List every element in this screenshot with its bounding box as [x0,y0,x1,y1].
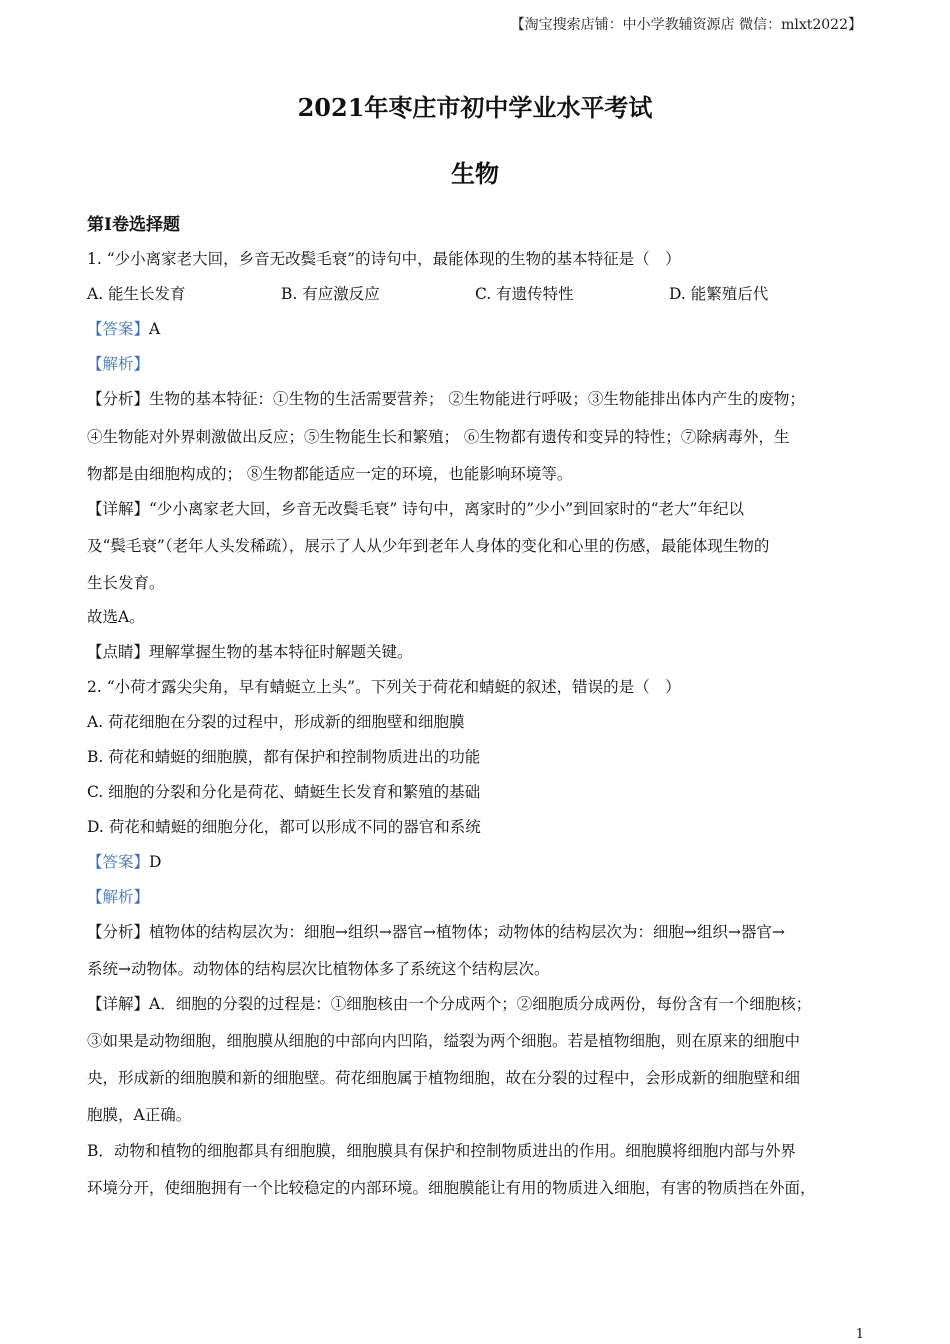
q2-body-line: B．动物和植物的细胞都具有细胞膜，细胞膜具有保护和控制物质进出的作用。细胞膜将细胞内部与外界 [87,1142,796,1160]
q2-body-line: 【分析】植物体的结构层次为：细胞→组织→器官→植物体；动物体的结构层次为：细胞→组织→器官→ [87,923,785,941]
q1-option-a: A. 能生长发育 [87,285,186,303]
q1-option-d: D. 能繁殖后代 [669,285,769,303]
q1-answer [87,317,160,339]
exam-title: 2021年枣庄市初中学业水平考试 [297,93,653,122]
q2-stem: 2. “小荷才露尖尖角，早有蜻蜓立上头”。下列关于荷花和蜻蜓的叙述，错误的是（ ） [87,678,681,696]
page-header: 【淘宝搜索店铺：中小学教辅资源店 微信：mlxt2022】 [510,17,862,33]
q1-fenxi-line: 物都是由细胞构成的； ⑧生物都能适应一定的环境，也能影响环境等。 [87,465,573,483]
q1-detail-line: 【详解】“少小离家老大回，乡音无改鬓毛衰” 诗句中，离家时的”少小”到回家时的“老大”年纪以 [87,500,744,518]
q1-detail-line: 生长发育。 [87,574,165,592]
answer-tag: 【答案】 [87,320,150,338]
q2-body-line: 【详解】A．细胞的分裂的过程是：①细胞核由一个分成两个；②细胞质分成两份，每份含有一个细胞核； [87,995,812,1013]
q2-option-b: B. 荷花和蜻蜓的细胞膜，都有保护和控制物质进出的功能 [87,748,481,766]
q2-body-line: 央，形成新的细胞膜和新的细胞壁。荷花细胞属于植物细胞，故在分裂的过程中，会形成新的细胞壁和细 [87,1069,801,1087]
q1-analysis-tag: 【解析】 [87,355,150,373]
answer-tag: 【答案】 [87,853,150,871]
q1-option-b: B. 有应激反应 [281,285,380,303]
q1-note: 【点睛】理解掌握生物的基本特征时解题关键。 [87,643,413,661]
q2-option-a: A. 荷花细胞在分裂的过程中，形成新的细胞壁和细胞膜 [87,713,465,731]
q1-detail-line: 及“鬓毛衰”（老年人头发稀疏），展示了人从少年到老年人身体的变化和心里的伤感，最能体现生物的 [87,537,770,555]
q1-stem: 1. “少小离家老大回，乡音无改鬓毛衰”的诗句中，最能体现的生物的基本特征是（ ） [87,250,681,268]
answer-value: A [149,320,161,338]
subject-title: 生物 [451,159,499,188]
q2-body-line: 胞膜，A正确。 [87,1106,192,1124]
q2-analysis-tag: 【解析】 [87,888,150,906]
q1-fenxi-line: ④生物能对外界刺激做出反应；⑤生物能生长和繁殖； ⑥生物都有遗传和变异的特性；⑦除病毒外，生 [87,428,790,446]
q2-body-line: 系统→动物体。动物体的结构层次比植物体多了系统这个结构层次。 [87,960,550,978]
page-number: 1 [855,1327,864,1342]
answer-value: D [149,853,162,871]
section-heading: 第Ⅰ卷选择题 [87,215,180,235]
q1-option-c: C. 有遗传特性 [475,285,574,303]
q2-body-line: ③如果是动物细胞，细胞膜从细胞的中部向内凹陷，缢裂为两个细胞。若是植物细胞，则在原来的细胞中 [87,1032,801,1050]
q2-option-c: C. 细胞的分裂和分化是荷花、蜻蜓生长发育和繁殖的基础 [87,783,481,801]
q2-option-d: D. 荷花和蜻蜓的细胞分化，都可以形成不同的器官和系统 [87,818,481,836]
q1-conclusion: 故选A。 [87,608,145,626]
q2-answer [87,850,161,872]
q2-body-line: 环境分开，使细胞拥有一个比较稳定的内部环境。细胞膜能让有用的物质进入细胞，有害的物质挡在外面， [87,1179,816,1197]
q1-fenxi-line: 【分析】生物的基本特征：①生物的生活需要营养； ②生物能进行呼吸；③生物能排出体内产生的废物； [87,390,805,408]
